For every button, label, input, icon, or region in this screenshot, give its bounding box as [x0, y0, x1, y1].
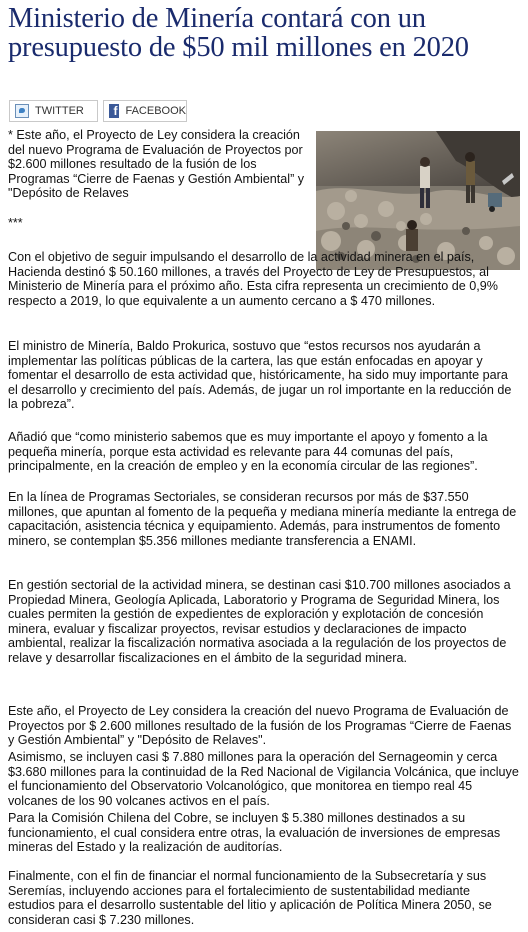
article-title: Ministerio de Minería contará con un presupuesto de $50 mil millones en 2020	[8, 3, 469, 63]
article-paragraph: El ministro de Minería, Baldo Prokurica, sostuvo que “estos recursos nos ayudarán a implementar las políticas públicas de la cartera, las que están enfocadas en apoyar y fomentar el desarrollo de esta actividad que, históricamente, ha sido muy importante para el desarrollo y crecimiento del país. Además, de jugar un rol importante en la reducción de la pobreza”.	[8, 339, 512, 412]
article-paragraph: Con el objetivo de seguir impulsando el desarrollo de la actividad minera en el país, Hacienda destinó $ 50.160 millones, a través del Proyecto de Ley de Presupuestos, al Ministerio de Minería para el próximo año. Esta cifra representa un crecimiento de 0,9% respecto a 2019, lo que equivalente a un aumento cercano a $ 470 millones.	[8, 250, 498, 308]
article-lead: * Este año, el Proyecto de Ley considera la creación del nuevo Programa de Evaluación de Proyectos por $2.600 millones resultado de la fusión de los Programas “Cierre de Faenas y Gestión Ambiental” y "Depósito de Relaves	[8, 128, 305, 201]
facebook-label: FACEBOOK	[125, 105, 186, 117]
twitter-label: TWITTER	[35, 105, 84, 117]
article-paragraph: Finalmente, con el fin de financiar el normal funcionamiento de la Subsecretaría y sus Seremías, incluyendo acciones para el fortalecimiento de sustentabilidad mediante estudios para el desarrollo sustentable del litio y aplicación de Política Minera 2050, se consideran casi $ 7.230 millones.	[8, 869, 492, 927]
twitter-share-button[interactable]	[9, 100, 98, 122]
article-paragraph: En la línea de Programas Sectoriales, se consideran recursos por más de $37.550 millones, que apuntan al fomento de la pequeña y mediana minería mediante la entrega de capacitación, asistencia técnica y equipamiento. Además, para instrumentos de fomento minero, se contemplan $5.356 millones mediante transferencia a ENAMI.	[8, 490, 517, 548]
facebook-icon: f	[109, 104, 119, 118]
facebook-share-button[interactable]	[103, 100, 187, 122]
article-paragraph: Asimismo, se incluyen casi $ 7.880 millones para la operación del Sernageomin y cerca $3.680 millones para la continuidad de la Red Nacional de Vigilancia Volcánica, que incluye el funcionamiento del Observatorio Volcanológico, que monitorea en tiempo real 45 volcanes de los 90 volcanes activos en el país.	[8, 750, 519, 808]
twitter-icon	[15, 104, 29, 118]
article-paragraph: En gestión sectorial de la actividad minera, se destinan casi $10.700 millones asociados a Propiedad Minera, Geología Aplicada, Laboratorio y Programa de Seguridad Minera, los cuales permiten la gestión de expedientes de exploración y explotación de concesión minera, evaluar y fiscalizar proyectos, revisar estudios y declaraciones de impacto ambiental, realizar la fiscalización normativa asociada a la regulación de los proyectos de relave y desarrollar fiscalizaciones en el ámbito de la seguridad minera.	[8, 578, 511, 665]
article-paragraph: Este año, el Proyecto de Ley considera la creación del nuevo Programa de Evaluación de Proyectos por $ 2.600 millones resultado de la fusión de los Programas “Cierre de Faenas y Gestión Ambiental” y "Depósito de Relaves".	[8, 704, 512, 748]
article-paragraph: Añadió que “como ministerio sabemos que es muy importante el apoyo y fomento a la pequeña minería, porque esta actividad es relevante para 44 comunas del país, principalmente, en la creación de empleo y en la economía circular de las regiones”.	[8, 430, 488, 474]
article-paragraph: Para la Comisión Chilena del Cobre, se incluyen $ 5.380 millones destinados a su funcionamiento, el cual considera entre otras, la evaluación de inversiones de empresas mineras del Estado y la realización de auditorías.	[8, 811, 501, 855]
article-separator: ***	[8, 216, 23, 230]
